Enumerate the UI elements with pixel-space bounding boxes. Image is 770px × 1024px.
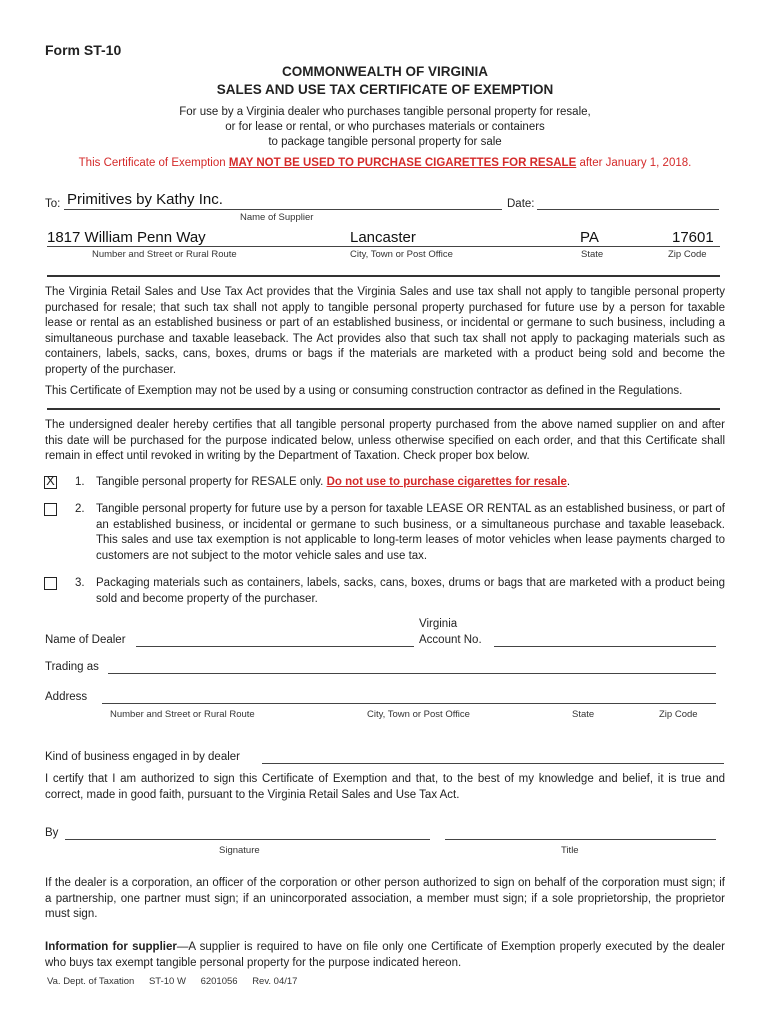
footer — [47, 976, 309, 987]
dealer-city-caption: City, Town or Post Office — [367, 709, 470, 720]
dealer-street-caption: Number and Street or Rural Route — [110, 709, 255, 720]
option-1-suffix: . — [566, 476, 571, 488]
supplier-street-caption: Number and Street or Rural Route — [92, 249, 237, 260]
trading-as-field[interactable] — [108, 673, 716, 674]
option-1-checkbox[interactable] — [44, 473, 57, 489]
certify-statement: I certify that I am authorized to sign this Certificate of Exemption and that, to the best of my knowledge and belief, it is true and correct, made in good faith, pursuant to the Virginia Retail Sales and Use Tax Act. — [45, 773, 725, 801]
supplier-city-caption: City, Town or Post Office — [350, 249, 453, 260]
date-line — [537, 209, 719, 210]
dealer-zip-caption: Zip Code — [659, 709, 698, 720]
supplier-info-label: Information for supplier — [45, 941, 177, 953]
supplier-zip-caption: Zip Code — [668, 249, 707, 260]
to-label: To: — [45, 198, 61, 210]
divider-2 — [47, 408, 720, 410]
warning-emphasis: MAY NOT BE USED TO PURCHASE CIGARETTES FOR RESALE — [228, 157, 577, 169]
footer-number: 6201056 — [200, 976, 238, 987]
dealer-state-caption: State — [572, 709, 595, 720]
subtitle-line-1: For use by a Virginia dealer who purchases tangible personal property for resale, — [179, 106, 591, 118]
supplier-state-caption: State — [581, 249, 604, 260]
option-2 — [75, 502, 725, 564]
dealer-name-field[interactable] — [136, 646, 414, 647]
supplier-name-value[interactable]: Primitives by Kathy Inc. — [67, 191, 223, 208]
option-2-text: Tangible personal property for future use by a person for taxable LEASE OR RENTAL as an established business, or part of an established business, or incidental or germane to such business, or a simultaneous purchase and taxable leaseback. This sales and use tax exemption is not applicable to long-term leases of motor vehicles when lease payments charged to customers are not subject to the motor vehicle sales and use tax. — [96, 503, 725, 562]
title-line-2: SALES AND USE TAX CERTIFICATE OF EXEMPTION — [216, 82, 554, 97]
account-number-field[interactable] — [494, 646, 716, 647]
signature-caption: Signature — [219, 845, 260, 856]
option-3-text: Packaging materials such as containers, labels, sacks, cans, boxes, drums or bags that are marketed with a product being sold and become property of the purchaser. — [96, 577, 725, 605]
option-2-checkbox[interactable] — [44, 503, 57, 516]
subtitle-line-2: or for lease or rental, or who purchases materials or containers — [225, 121, 545, 133]
footer-dept: Va. Dept. of Taxation — [47, 976, 135, 987]
kind-of-business-label: Kind of business engaged in by dealer — [45, 751, 241, 763]
subtitle-line-3: to package tangible personal property for sale — [268, 136, 502, 148]
warning-suffix: after January 1, 2018. — [576, 157, 692, 169]
supplier-state-value[interactable]: PA — [580, 229, 599, 246]
certify-paragraph: The undersigned dealer hereby certifies that all tangible personal property purchased from the above named supplier on and after this date will be purchased for the purpose indicated below, unless otherwise specified on each order, and that this Certificate shall remain in effect until revoked in writing by the Department of Taxation. Check proper box below. — [45, 419, 725, 463]
supplier-city-value[interactable]: Lancaster — [350, 229, 416, 246]
title-line-1: COMMONWEALTH OF VIRGINIA — [282, 64, 488, 79]
option-1-warning: Do not use to purchase cigarettes for resale — [326, 476, 567, 488]
option-1 — [75, 475, 725, 491]
kind-of-business-field[interactable] — [262, 763, 724, 764]
option-1-text: Tangible personal property for RESALE only. — [96, 476, 327, 488]
checked-x-icon: X — [46, 473, 55, 488]
act-paragraph: The Virginia Retail Sales and Use Tax Act provides that the Virginia Sales and use tax shall not apply to tangible personal property purchased for resale; that such tax shall not apply to tangible personal property purchased for future use by a person for taxable lease or rental as an established business or part of an established business, or incidental or germane to such business, including a simultaneous purchase and taxable leaseback. The Act provides also that such tax shall not apply to packaging materials such as containers, labels, sacks, cans, boxes, drums or bags if the materials are marketed with a product being sold and become the property of the purchaser. — [45, 286, 725, 376]
divider-1 — [47, 275, 720, 277]
option-2-number: 2. — [75, 503, 85, 515]
contractor-paragraph: This Certificate of Exemption may not be used by a using or consuming construction contractor as defined in the Regulations. — [45, 385, 683, 397]
supplier-name-line — [64, 209, 502, 210]
dealer-address-field[interactable] — [102, 703, 716, 704]
title-field[interactable] — [445, 839, 716, 840]
footer-code: ST-10 W — [148, 976, 186, 987]
form-id: Form ST-10 — [45, 42, 122, 58]
signature-field[interactable] — [65, 839, 430, 840]
cigarette-warning — [0, 157, 770, 169]
trading-as-label: Trading as — [45, 661, 99, 673]
corporation-note: If the dealer is a corporation, an officer of the corporation or other person authorized to sign on behalf of the corporation must sign; if a partnership, one partner must sign; if an unincorporated association, a member must sign; if a sole proprietorship, the proprietor must sign. — [45, 877, 725, 921]
account-label-line-2: Account No. — [419, 634, 482, 646]
date-label: Date: — [507, 198, 535, 210]
supplier-zip-value[interactable]: 17601 — [672, 229, 714, 246]
supplier-info-text: —A supplier is required to have on file only one Certificate of Exemption properly executed by the dealer who buys tax exempt tangible personal property for the purpose indicated hereon. — [45, 941, 725, 969]
supplier-info-note — [45, 940, 725, 971]
dealer-name-label: Name of Dealer — [45, 634, 126, 646]
option-3-number: 3. — [75, 577, 85, 589]
supplier-address-line — [47, 246, 720, 247]
account-label-line-1: Virginia — [419, 618, 458, 630]
address-label: Address — [45, 691, 88, 703]
supplier-street-value[interactable]: 1817 William Penn Way — [47, 229, 206, 246]
supplier-name-caption: Name of Supplier — [240, 212, 314, 223]
option-1-number: 1. — [75, 476, 85, 488]
footer-rev: Rev. 04/17 — [252, 976, 298, 987]
warning-prefix: This Certificate of Exemption — [78, 157, 229, 169]
option-3 — [75, 576, 725, 607]
option-3-checkbox[interactable] — [44, 577, 57, 590]
by-label: By — [45, 827, 59, 839]
title-caption: Title — [561, 845, 579, 856]
